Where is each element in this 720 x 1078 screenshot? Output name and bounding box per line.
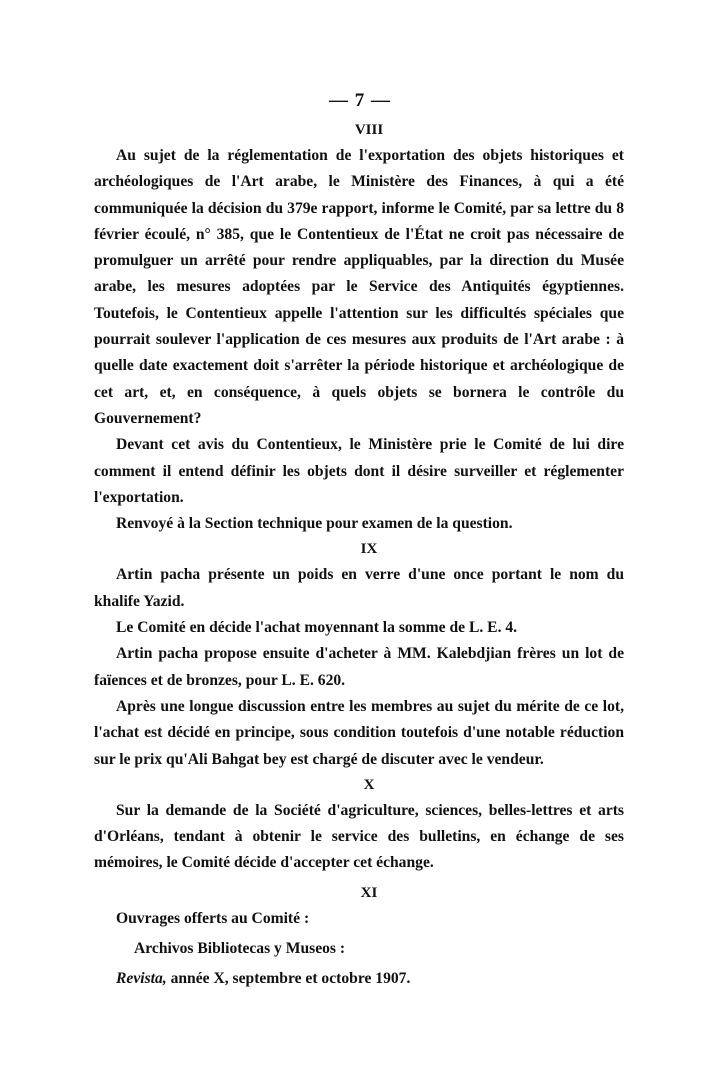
paragraph-viii-2: Devant cet avis du Contentieux, le Ministère prie le Comité de lui dire comment il entend définir les objets dont il désire surveiller et réglementer l'exportation. [94, 436, 624, 506]
section-heading-viii: VIII [354, 122, 384, 138]
section-heading-ix: IX [360, 541, 378, 558]
section-heading-x: X [363, 776, 375, 793]
paragraph-viii-3: Renvoyé à la Section technique pour examen de la question. [116, 515, 513, 533]
paragraph-ix-2: Le Comité en décide l'achat moyennant la somme de L. E. 4. [116, 619, 518, 637]
paragraph-ix-4: Après une longue discussion entre les membres au sujet du mérite de ce lot, l'achat est décidé en principe, sous condition toutefois d'une notable réduction sur le prix qu'Ali Bahgat bey est chargé de discuter avec le vendeur. [94, 697, 624, 768]
journal-details: année X, septembre et octobre 1907. [166, 970, 411, 988]
paragraph-xi-item [94, 966, 624, 992]
page-body [94, 118, 624, 993]
paragraph-x-1: Sur la demande de la Société d'agriculture, sciences, belles-lettres et arts d'Orléans, tendant à obtenir le service des bulletins, en échange de ses mémoires, le Comité décide d'accepter cet échange. [94, 801, 624, 872]
paragraph-xi-intro: Ouvrages offerts au Comité : [116, 909, 310, 927]
paragraph-viii-1: Au sujet de la réglementation de l'exportation des objets historiques et archéologiques de l'Art arabe, le Ministère des Finances, à qui a été communiquée la décision du 379e rapport, informe le Comité, par sa lettre du 8 février écoulé, n° 385, que le Contentieux de l'État ne croit pas nécessaire de promulguer un arrêté pour rendre appliquables, par la direction du Musée arabe, les mesures adoptées par le Service des Antiquités égyptiennes. Toutefois, le Contentieux appelle l'attention sur les difficultés spéciales que pourrait soulever l'application de ces mesures aux produits de l'Art arabe : à quelle date exactement doit s'arrêter la période historique et archéologique de cet art, et, en conséquence, à quels objets se bornera le contrôle du Gouvernement? [94, 147, 624, 427]
journal-title: Revista, [116, 970, 167, 988]
paragraph-ix-1: Artin pacha présente un poids en verre d'une once portant le nom du khalife Yazid. [94, 566, 624, 610]
paragraph-ix-3: Artin pacha propose ensuite d'acheter à MM. Kalebdjian frères un lot de faïences et de bronzes, pour L. E. 620. [94, 645, 624, 689]
page-number: — 7 — [329, 90, 391, 111]
paragraph-xi-item-title: Archivos Bibliotecas y Museos : [134, 940, 346, 958]
section-heading-xi: XI [360, 884, 378, 901]
